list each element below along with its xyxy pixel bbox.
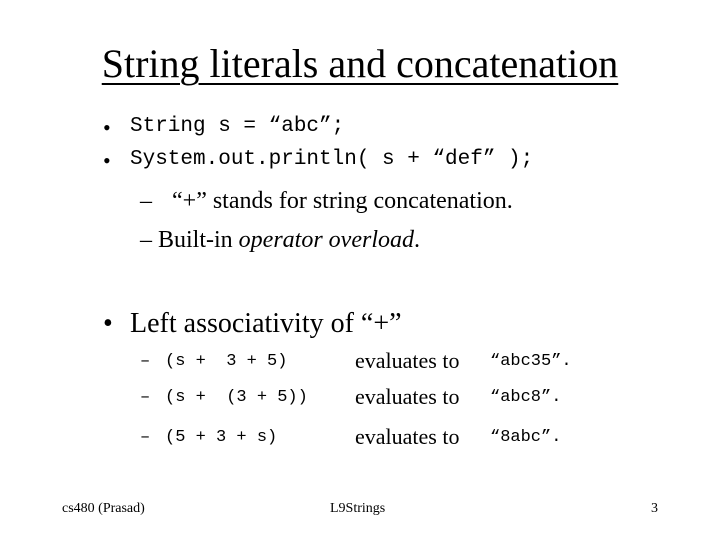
bullet-marker: •	[103, 115, 111, 140]
page-number: 3	[651, 501, 658, 516]
example-expr: (5 + 3 + s)	[165, 428, 278, 447]
example-dash: –	[140, 352, 151, 371]
footer-course: cs480 (Prasad)	[62, 501, 145, 516]
sub-item-text: “+” stands for string concatenation.	[172, 188, 513, 214]
sub-item-prefix: Built-in	[158, 227, 239, 253]
code-line-1: String s = “abc”;	[130, 115, 345, 138]
example-dash: –	[140, 428, 151, 447]
example-verb: evaluates to	[355, 424, 460, 449]
bullet-marker: •	[103, 308, 113, 339]
footer-lecture: L9Strings	[330, 501, 386, 516]
example-end: .	[551, 428, 562, 447]
example-expr: (s + (3 + 5))	[165, 388, 308, 407]
sub-item-emphasis: operator overload	[238, 227, 414, 253]
example-result-line	[490, 386, 561, 410]
dash-marker: –	[140, 227, 152, 253]
example-end: .	[561, 352, 572, 371]
example-result-line	[490, 350, 572, 374]
bullet-marker: •	[103, 148, 111, 173]
dash-marker: –	[140, 188, 152, 214]
example-result-line	[490, 426, 561, 450]
example-result: “8abc”	[490, 428, 552, 447]
sub-item-overload	[140, 225, 420, 255]
example-dash: –	[140, 388, 151, 407]
slide-title	[0, 38, 720, 90]
example-expr: (s + 3 + 5)	[165, 352, 288, 371]
example-verb: evaluates to	[355, 348, 460, 373]
example-result: “abc8”	[490, 388, 552, 407]
left-assoc-heading: Left associativity of “+”	[130, 308, 402, 339]
slide-title-text: String literals and concatenation	[101, 41, 619, 86]
example-verb: evaluates to	[355, 384, 460, 409]
sub-item-suffix: .	[413, 227, 420, 253]
example-end: .	[551, 388, 562, 407]
example-result: “abc35”	[490, 352, 562, 371]
code-line-2: System.out.println( s + “def” );	[130, 148, 534, 171]
